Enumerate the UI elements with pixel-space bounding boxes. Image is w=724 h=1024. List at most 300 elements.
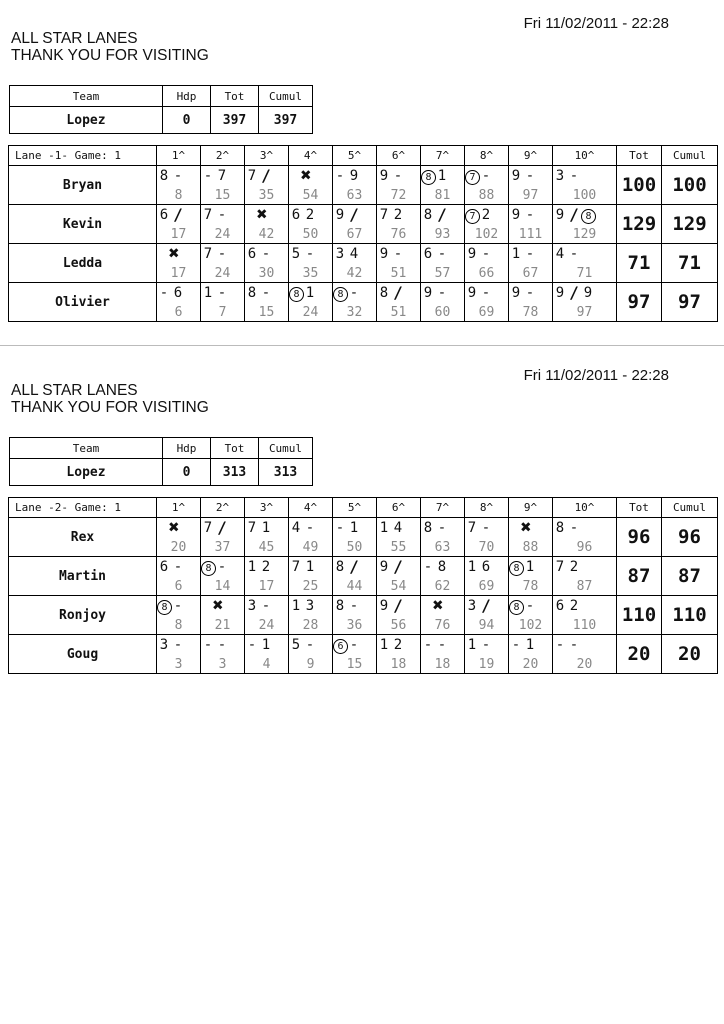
frame-cell bbox=[157, 557, 201, 596]
frame bbox=[509, 244, 552, 282]
frame-cell bbox=[377, 283, 421, 322]
team-column-header: Team bbox=[10, 86, 163, 107]
roll-value: - bbox=[349, 285, 359, 301]
roll-value: 5 bbox=[291, 246, 301, 262]
frame-cell bbox=[157, 635, 201, 674]
frame bbox=[201, 557, 244, 595]
frame-cell bbox=[333, 205, 377, 244]
split-roll bbox=[581, 207, 595, 223]
roll-value: - bbox=[423, 559, 433, 575]
team-handicap: 0 bbox=[163, 107, 211, 134]
frame bbox=[509, 166, 552, 204]
frame bbox=[289, 518, 332, 556]
frame bbox=[377, 283, 420, 321]
spare-mark: / bbox=[569, 205, 579, 224]
roll-value: 7 bbox=[203, 207, 213, 223]
team-column-header: Team bbox=[10, 438, 163, 459]
player-name: Ronjoy bbox=[9, 596, 157, 635]
frame bbox=[157, 557, 200, 595]
frame-cell bbox=[289, 205, 333, 244]
roll-value: 9 bbox=[555, 207, 565, 223]
frame-rolls bbox=[245, 520, 288, 536]
frame bbox=[509, 283, 552, 321]
frame-rolls bbox=[333, 285, 376, 301]
frame-cumulative-score: 30 bbox=[258, 266, 275, 281]
frame-rolls bbox=[509, 517, 552, 538]
frame-rolls bbox=[157, 168, 200, 184]
roll-value: 9 bbox=[423, 285, 433, 301]
frame-rolls bbox=[201, 520, 244, 536]
roll-value: 1 bbox=[291, 598, 301, 614]
roll-value: 9 bbox=[379, 168, 389, 184]
team-column-header: Hdp bbox=[163, 438, 211, 459]
frame-rolls bbox=[289, 285, 332, 301]
team-column-header: Cumul bbox=[259, 438, 313, 459]
roll-value: - bbox=[481, 520, 491, 536]
frame-cell bbox=[201, 635, 245, 674]
frame bbox=[509, 596, 552, 634]
lane-score-table bbox=[8, 145, 718, 322]
frame-rolls bbox=[553, 598, 616, 614]
roll-value: - bbox=[247, 637, 257, 653]
venue-name: ALL STAR LANES bbox=[11, 30, 138, 47]
roll-value: 2 bbox=[393, 207, 403, 223]
strike-mark: ✖ bbox=[256, 204, 268, 225]
team-column-header: Cumul bbox=[259, 86, 313, 107]
frame bbox=[377, 635, 420, 673]
roll-value: - bbox=[203, 168, 213, 184]
frame bbox=[201, 596, 244, 634]
roll-value: 7 bbox=[247, 168, 257, 184]
frame-rolls bbox=[245, 285, 288, 301]
frame-rolls bbox=[509, 207, 552, 223]
frame-rolls bbox=[553, 246, 616, 262]
roll-value: 7 bbox=[467, 520, 477, 536]
frame-cell bbox=[201, 166, 245, 205]
roll-value: 8 bbox=[423, 520, 433, 536]
frame bbox=[333, 205, 376, 243]
frame-cumulative-score: 62 bbox=[434, 579, 451, 594]
roll-value: 1 bbox=[379, 520, 389, 536]
roll-value: - bbox=[173, 168, 183, 184]
spare-mark: / bbox=[173, 205, 183, 224]
player-cumulative: 20 bbox=[662, 635, 718, 674]
frame-cumulative-score: 69 bbox=[478, 579, 495, 594]
frame-rolls bbox=[245, 204, 288, 225]
frame-cumulative-score: 55 bbox=[390, 540, 407, 555]
frame bbox=[421, 557, 464, 595]
frame bbox=[553, 518, 616, 556]
frame bbox=[201, 244, 244, 282]
frame-rolls bbox=[333, 559, 376, 575]
frame-cumulative-score: 17 bbox=[258, 579, 275, 594]
frame-cumulative-score: 71 bbox=[576, 266, 593, 281]
team-cumulative: 397 bbox=[259, 107, 313, 134]
roll-value: - bbox=[159, 285, 169, 301]
roll-value: 4 bbox=[555, 246, 565, 262]
frame-cell bbox=[553, 283, 617, 322]
roll-value: 2 bbox=[393, 637, 403, 653]
player-total: 71 bbox=[617, 244, 662, 283]
frame-rolls bbox=[157, 559, 200, 575]
frame-cumulative-score: 6 bbox=[174, 579, 183, 594]
frame-rolls bbox=[201, 559, 244, 575]
frame-cell bbox=[421, 596, 465, 635]
frame-number-header: 7^ bbox=[421, 146, 465, 166]
frame-number-header: 9^ bbox=[509, 146, 553, 166]
frame bbox=[157, 635, 200, 673]
frame-cell bbox=[509, 205, 553, 244]
frame bbox=[201, 518, 244, 556]
split-roll bbox=[201, 559, 215, 575]
roll-value: 7 bbox=[555, 559, 565, 575]
frame-cumulative-score: 102 bbox=[474, 227, 499, 242]
roll-value: 1 bbox=[305, 559, 315, 575]
frame-cumulative-score: 25 bbox=[302, 579, 319, 594]
frame-rolls bbox=[245, 598, 288, 614]
spare-mark: / bbox=[349, 205, 359, 224]
frame-cell bbox=[509, 557, 553, 596]
roll-value: - bbox=[217, 207, 227, 223]
frame-cumulative-score: 9 bbox=[306, 657, 315, 672]
frame bbox=[289, 166, 332, 204]
roll-value: 8 bbox=[159, 168, 169, 184]
frame-cell bbox=[245, 596, 289, 635]
spare-mark: / bbox=[261, 166, 271, 185]
frame-cumulative-score: 97 bbox=[522, 188, 539, 203]
frame-rolls bbox=[465, 520, 508, 536]
frame-number-header: 10^ bbox=[553, 146, 617, 166]
frame bbox=[421, 166, 464, 204]
frame-cumulative-score: 60 bbox=[434, 305, 451, 320]
roll-value: - bbox=[525, 598, 535, 614]
team-column-header: Hdp bbox=[163, 86, 211, 107]
frame-number-header: 2^ bbox=[201, 146, 245, 166]
frame-cell bbox=[289, 166, 333, 205]
roll-value: 2 bbox=[569, 559, 579, 575]
split-circle: 7 bbox=[465, 209, 480, 224]
frame-number-header: 1^ bbox=[157, 146, 201, 166]
roll-value: - bbox=[203, 637, 213, 653]
frame bbox=[245, 205, 288, 243]
roll-value: 2 bbox=[569, 598, 579, 614]
frame-rolls bbox=[245, 637, 288, 653]
frame-cell bbox=[509, 283, 553, 322]
frame-cell bbox=[377, 166, 421, 205]
frame-rolls bbox=[421, 559, 464, 575]
frame-rolls bbox=[201, 637, 244, 653]
frame bbox=[333, 635, 376, 673]
frame bbox=[377, 205, 420, 243]
player-cumulative: 110 bbox=[662, 596, 718, 635]
frame bbox=[377, 557, 420, 595]
roll-value: 7 bbox=[203, 520, 213, 536]
frame-rolls bbox=[509, 285, 552, 301]
roll-value: - bbox=[393, 246, 403, 262]
frame-cumulative-score: 42 bbox=[346, 266, 363, 281]
frame-rolls bbox=[377, 207, 420, 223]
roll-value: 9 bbox=[379, 559, 389, 575]
frame-rolls bbox=[289, 207, 332, 223]
split-circle: 8 bbox=[581, 209, 596, 224]
frame-cumulative-score: 20 bbox=[576, 657, 593, 672]
frame-cumulative-score: 78 bbox=[522, 579, 539, 594]
frame-number-header: 8^ bbox=[465, 146, 509, 166]
frame-cumulative-score: 87 bbox=[576, 579, 593, 594]
player-total: 110 bbox=[617, 596, 662, 635]
frame-number-header: 1^ bbox=[157, 498, 201, 518]
frame-cell bbox=[421, 166, 465, 205]
player-total: 20 bbox=[617, 635, 662, 674]
frame-cumulative-score: 50 bbox=[302, 227, 319, 242]
frame-cell bbox=[421, 283, 465, 322]
frame bbox=[465, 518, 508, 556]
frame-rolls bbox=[377, 520, 420, 536]
frame bbox=[421, 205, 464, 243]
frame-cumulative-score: 69 bbox=[478, 305, 495, 320]
frame-cumulative-score: 35 bbox=[258, 188, 275, 203]
frame-cell bbox=[245, 166, 289, 205]
frame-rolls bbox=[289, 165, 332, 186]
frame-rolls bbox=[333, 598, 376, 614]
frame bbox=[421, 596, 464, 634]
frame bbox=[333, 244, 376, 282]
roll-value: - bbox=[481, 246, 491, 262]
frame-cell bbox=[201, 244, 245, 283]
roll-value: - bbox=[217, 246, 227, 262]
roll-value: 1 bbox=[305, 285, 315, 301]
player-cumulative: 100 bbox=[662, 166, 718, 205]
frame bbox=[289, 596, 332, 634]
frame bbox=[289, 635, 332, 673]
frame-number-header: 3^ bbox=[245, 146, 289, 166]
frame-cell bbox=[377, 518, 421, 557]
roll-value: 9 bbox=[583, 285, 593, 301]
roll-value: 6 bbox=[173, 285, 183, 301]
frame bbox=[553, 283, 616, 321]
frame bbox=[201, 283, 244, 321]
frame-number-header: 5^ bbox=[333, 146, 377, 166]
frame-number-header: 3^ bbox=[245, 498, 289, 518]
roll-value: - bbox=[569, 520, 579, 536]
frame-cell bbox=[465, 166, 509, 205]
frame-cell bbox=[465, 283, 509, 322]
team-total: 313 bbox=[211, 459, 259, 486]
split-circle: 8 bbox=[509, 600, 524, 615]
roll-value: - bbox=[261, 285, 271, 301]
frame-cell bbox=[553, 518, 617, 557]
frame-cumulative-score: 76 bbox=[390, 227, 407, 242]
frame-cell bbox=[377, 635, 421, 674]
frame bbox=[553, 557, 616, 595]
frame-cell bbox=[553, 244, 617, 283]
player-total: 97 bbox=[617, 283, 662, 322]
frame-cumulative-score: 93 bbox=[434, 227, 451, 242]
frame bbox=[465, 244, 508, 282]
frame-rolls bbox=[245, 168, 288, 184]
frame bbox=[509, 518, 552, 556]
frame bbox=[157, 205, 200, 243]
roll-value: 8 bbox=[437, 559, 447, 575]
frame-rolls bbox=[421, 285, 464, 301]
frame-rolls bbox=[421, 637, 464, 653]
frame-cell bbox=[289, 557, 333, 596]
frame-rolls bbox=[553, 520, 616, 536]
frame-cell bbox=[509, 596, 553, 635]
frame-cell bbox=[421, 205, 465, 244]
player-cumulative: 129 bbox=[662, 205, 718, 244]
frame-cell bbox=[333, 283, 377, 322]
split-roll bbox=[421, 168, 435, 184]
frame-rolls bbox=[421, 168, 464, 184]
frame bbox=[289, 244, 332, 282]
roll-value: - bbox=[525, 207, 535, 223]
player-row bbox=[9, 244, 718, 283]
receipt-divider bbox=[0, 345, 724, 346]
frame-cumulative-score: 4 bbox=[262, 657, 271, 672]
roll-value: - bbox=[349, 598, 359, 614]
roll-value: 9 bbox=[467, 285, 477, 301]
frame-cumulative-score: 18 bbox=[390, 657, 407, 672]
player-name: Kevin bbox=[9, 205, 157, 244]
frame-rolls bbox=[333, 246, 376, 262]
frame bbox=[509, 635, 552, 673]
frame-cell bbox=[333, 635, 377, 674]
player-row bbox=[9, 283, 718, 322]
thank-you-message: THANK YOU FOR VISITING bbox=[11, 399, 209, 416]
frame-cell bbox=[421, 244, 465, 283]
frame bbox=[333, 518, 376, 556]
frame-cumulative-score: 35 bbox=[302, 266, 319, 281]
roll-value: - bbox=[525, 246, 535, 262]
frame-rolls bbox=[333, 207, 376, 223]
spare-mark: / bbox=[437, 205, 447, 224]
frame-cumulative-score: 24 bbox=[214, 266, 231, 281]
frame-cumulative-score: 3 bbox=[174, 657, 183, 672]
frame-rolls bbox=[509, 168, 552, 184]
frame-rolls bbox=[421, 520, 464, 536]
team-name: Lopez bbox=[10, 459, 163, 486]
frame-cell bbox=[333, 518, 377, 557]
frame-rolls bbox=[553, 559, 616, 575]
frame bbox=[245, 166, 288, 204]
team-summary-table bbox=[9, 85, 313, 134]
player-row bbox=[9, 635, 718, 674]
frame bbox=[333, 596, 376, 634]
spare-mark: / bbox=[481, 596, 491, 615]
frame bbox=[157, 244, 200, 282]
roll-value: 1 bbox=[525, 637, 535, 653]
spare-mark: / bbox=[217, 518, 227, 537]
frame bbox=[465, 283, 508, 321]
roll-value: - bbox=[335, 168, 345, 184]
frame bbox=[465, 635, 508, 673]
thank-you-message: THANK YOU FOR VISITING bbox=[11, 47, 209, 64]
frame-cell bbox=[553, 166, 617, 205]
split-circle: 8 bbox=[201, 561, 216, 576]
frame bbox=[421, 635, 464, 673]
frame-cell bbox=[377, 557, 421, 596]
split-roll bbox=[509, 559, 523, 575]
roll-value: - bbox=[393, 168, 403, 184]
frame-rolls bbox=[377, 285, 420, 301]
spare-mark: / bbox=[569, 283, 579, 302]
frame bbox=[465, 166, 508, 204]
frame-cumulative-score: 72 bbox=[390, 188, 407, 203]
team-handicap: 0 bbox=[163, 459, 211, 486]
roll-value: - bbox=[437, 637, 447, 653]
frame-cumulative-score: 51 bbox=[390, 266, 407, 281]
frame-cell bbox=[201, 518, 245, 557]
frame bbox=[333, 166, 376, 204]
split-roll bbox=[465, 207, 479, 223]
frame bbox=[201, 205, 244, 243]
frame-cumulative-score: 17 bbox=[170, 266, 187, 281]
frame-cumulative-score: 94 bbox=[478, 618, 495, 633]
frame-rolls bbox=[553, 637, 616, 653]
frame-cell bbox=[289, 244, 333, 283]
frame-cumulative-score: 49 bbox=[302, 540, 319, 555]
frame bbox=[465, 557, 508, 595]
frame-cell bbox=[509, 635, 553, 674]
frame bbox=[421, 244, 464, 282]
roll-value: - bbox=[569, 168, 579, 184]
frame-cell bbox=[333, 596, 377, 635]
lane-game-label: Lane -2- Game: 1 bbox=[9, 498, 157, 518]
frame-cell bbox=[245, 283, 289, 322]
frame-cumulative-score: 102 bbox=[518, 618, 543, 633]
lane-score-table bbox=[8, 497, 718, 674]
strike-mark: ✖ bbox=[300, 165, 312, 186]
frame bbox=[377, 596, 420, 634]
roll-value: - bbox=[511, 637, 521, 653]
roll-value: - bbox=[481, 285, 491, 301]
roll-value: 1 bbox=[379, 637, 389, 653]
frame bbox=[201, 166, 244, 204]
frame-cumulative-score: 37 bbox=[214, 540, 231, 555]
player-name: Martin bbox=[9, 557, 157, 596]
frame-rolls bbox=[333, 168, 376, 184]
roll-value: - bbox=[305, 637, 315, 653]
frame bbox=[553, 244, 616, 282]
roll-value: 4 bbox=[291, 520, 301, 536]
frame-cumulative-score: 54 bbox=[390, 579, 407, 594]
frame-cell bbox=[245, 244, 289, 283]
frame-rolls bbox=[201, 246, 244, 262]
player-cumulative: 87 bbox=[662, 557, 718, 596]
roll-value: 6 bbox=[159, 207, 169, 223]
roll-value: - bbox=[261, 598, 271, 614]
venue-header bbox=[11, 382, 209, 416]
frame-cumulative-score: 6 bbox=[174, 305, 183, 320]
roll-value: 1 bbox=[203, 285, 213, 301]
roll-value: 7 bbox=[247, 520, 257, 536]
roll-value: - bbox=[349, 637, 359, 653]
frame bbox=[377, 518, 420, 556]
frame-cell bbox=[245, 205, 289, 244]
receipt-datetime: Fri 11/02/2011 - 22:28 bbox=[523, 367, 669, 384]
frame-cell bbox=[465, 518, 509, 557]
strike-mark: ✖ bbox=[212, 595, 224, 616]
frame-cumulative-score: 24 bbox=[258, 618, 275, 633]
frame bbox=[245, 557, 288, 595]
player-row bbox=[9, 557, 718, 596]
roll-value: 7 bbox=[379, 207, 389, 223]
frame-cell bbox=[289, 596, 333, 635]
split-circle: 8 bbox=[333, 287, 348, 302]
frame-cumulative-score: 19 bbox=[478, 657, 495, 672]
frame-cell bbox=[377, 205, 421, 244]
